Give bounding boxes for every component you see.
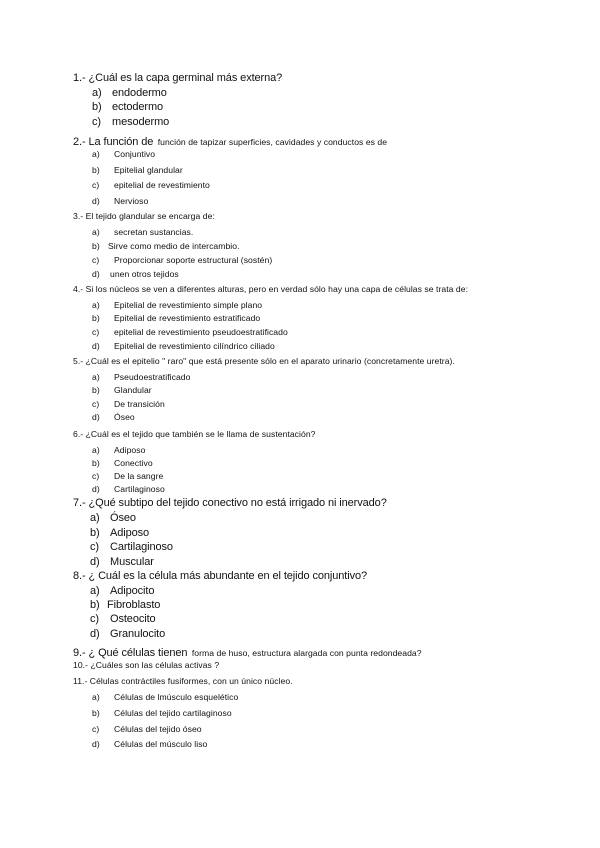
option-letter: b) [90,527,100,539]
option-text: epitelial de revestimiento [114,180,210,190]
question-7: 7.- ¿Qué subtipo del tejido conectivo no está irrigado ni inervado? [73,497,387,509]
option-text: endodermo [112,87,167,99]
option-letter: a) [92,300,100,310]
question-8-option-b [90,599,160,611]
option-letter: c) [92,116,101,128]
option-letter: c) [92,180,100,190]
option-letter: c) [92,724,100,734]
option-letter: a) [92,372,100,382]
question-6-option-a [92,445,145,455]
option-letter: d) [90,556,100,568]
option-letter: b) [92,708,100,718]
option-letter: d) [92,484,100,494]
option-text: unen otros tejidos [110,269,179,279]
question-7-option-a [90,512,136,524]
option-text: secretan sustancias. [114,227,194,237]
question-5: 5.- ¿Cuál es el epitelio " raro" que está presente sólo en el aparato urinario (concretamente uretra). [73,356,455,366]
option-text: Epitelial de revestimiento cilíndrico ciliado [114,341,275,351]
question-7-option-b [90,527,149,539]
question-4: 4.- Si los núcleos se ven a diferentes alturas, pero en verdad sólo hay una capa de células se trata de: [73,284,469,294]
option-text: mesodermo [112,116,170,128]
option-text: Epitelial de revestimiento estratificado [114,313,261,323]
option-letter: a) [92,149,100,159]
question-11-option-b [92,708,232,718]
option-text: Nervioso [114,196,149,206]
question-10: 10.- ¿Cuáles son las células activas ? [73,660,220,670]
question-11-option-c [92,724,202,734]
question-8-option-a [90,585,154,597]
question-3-option-b [92,241,240,251]
question-5-option-d [92,412,135,422]
option-text: Células de lmúsculo esquelético [114,692,239,702]
question-7-option-d [90,556,154,568]
option-text: Osteocito [110,613,156,625]
option-text: De transición [114,399,165,409]
option-text: Conjuntivo [114,149,156,159]
option-letter: c) [92,255,100,265]
question-4-option-b [92,313,260,323]
question-2-part-b: función de tapizar superficies, cavidades y conductos es de [157,137,388,147]
option-text: Adipocito [110,585,155,597]
option-text: Granulocito [110,628,166,640]
option-letter: d) [92,739,100,749]
option-text: Conectivo [114,458,153,468]
option-letter: c) [90,613,99,625]
question-11-option-d [92,739,207,749]
question-4-option-a [92,300,262,310]
question-11: 11.- Células contráctiles fusiformes, con un único núcleo. [73,676,293,686]
question-1-option-a [92,87,167,99]
option-text: Adiposo [114,445,146,455]
option-letter: a) [92,445,100,455]
question-2-part-a: 2.- La función de [73,136,154,148]
option-letter: a) [92,227,100,237]
question-3-option-a [92,227,193,237]
question-3: 3.- El tejido glandular se encarga de: [73,211,215,221]
option-text: epitelial de revestimiento pseudoestratificado [114,327,288,337]
option-text: Pseudoestratificado [114,372,191,382]
question-5-option-c [92,399,165,409]
option-letter: a) [90,585,100,597]
option-text: Células del tejido cartilaginoso [114,708,232,718]
option-letter: d) [92,341,100,351]
option-text: Óseo [114,412,135,422]
option-text: Epitelial de revestimiento simple plano [114,300,263,310]
option-letter: c) [92,327,100,337]
question-1-option-b [92,101,163,113]
option-text: Células del tejido óseo [114,724,202,734]
option-letter: b) [92,385,100,395]
option-text: Glandular [114,385,152,395]
option-text: Cartilaginoso [114,484,165,494]
question-9 [73,643,422,661]
question-5-option-a [92,372,190,382]
option-letter: a) [92,692,100,702]
question-5-option-b [92,385,152,395]
question-9-part-b: forma de huso, estructura alargada con punta redondeada? [191,648,422,658]
option-text: Muscular [110,556,154,568]
option-letter: b) [92,313,100,323]
option-text: Cartilaginoso [110,541,173,553]
question-2-option-d [92,196,148,206]
question-1-option-c [92,116,169,128]
question-2-option-a [92,149,155,159]
question-6-option-c [92,471,163,481]
option-letter: a) [90,512,100,524]
option-text: De la sangre [114,471,164,481]
option-letter: c) [92,471,100,481]
option-letter: c) [92,399,100,409]
option-text: Fibroblasto [107,599,161,611]
question-6-option-d [92,484,165,494]
option-letter: b) [92,165,100,175]
question-8: 8.- ¿ Cuál es la célula más abundante en el tejido conjuntivo? [73,570,368,582]
question-1: 1.- ¿Cuál es la capa germinal más externa? [73,72,283,84]
option-text: Sirve como medio de intercambio. [108,241,240,251]
question-2-option-c [92,180,210,190]
option-letter: d) [92,196,100,206]
question-9-part-a: 9.- ¿ Qué células tienen [73,647,188,659]
question-4-option-c [92,327,288,337]
option-letter: a) [92,87,102,99]
option-text: Células del músculo liso [114,739,208,749]
option-letter: b) [90,599,100,611]
question-2-option-b [92,165,183,175]
option-letter: b) [92,458,100,468]
option-letter: d) [92,269,100,279]
question-4-option-d [92,341,275,351]
question-3-option-d [92,269,179,279]
question-6-option-b [92,458,153,468]
question-7-option-c [90,541,173,553]
question-3-option-c [92,255,272,265]
option-letter: d) [92,412,100,422]
option-text: Adiposo [110,527,150,539]
option-letter: b) [92,241,100,251]
option-text: Óseo [110,512,136,524]
question-8-option-c [90,613,156,625]
option-letter: b) [92,101,102,113]
option-text: Epitelial glandular [114,165,183,175]
question-2 [73,132,387,150]
option-text: Proporcionar soporte estructural (sostén) [114,255,273,265]
question-8-option-d [90,628,165,640]
option-letter: c) [90,541,99,553]
option-text: ectodermo [112,101,164,113]
option-letter: d) [90,628,100,640]
question-6: 6.- ¿Cuál es el tejido que también se le llama de sustentación? [73,429,316,439]
question-11-option-a [92,692,238,702]
